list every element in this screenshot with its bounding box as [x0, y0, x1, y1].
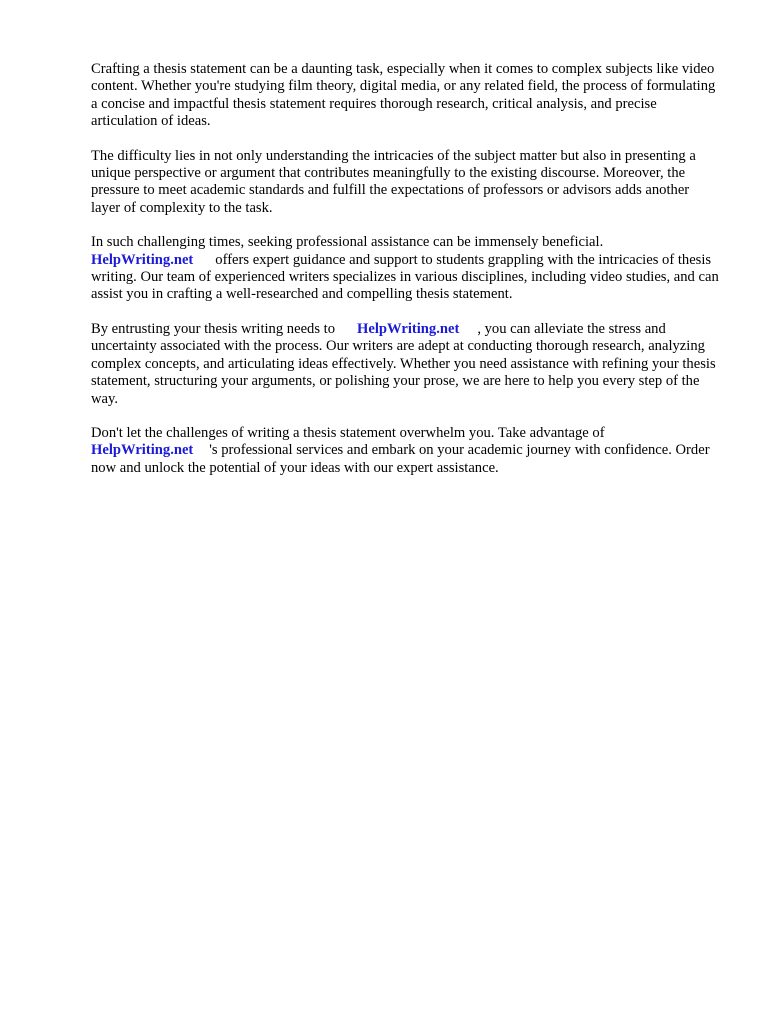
paragraph-assistance: [91, 234, 721, 304]
paragraph-entrusting-rest: , you can alleviate the stress and uncertainty associated with the process. Our writers are adept at conducting thorough research, analyzing complex concepts, and articulating ideas effectively. Whether you need assistance with refining your thesis statement, structuring your arguments, or polishing your prose, we are here to help you every step of the way.: [91, 320, 716, 407]
paragraph-difficulty: The difficulty lies in not only understanding the intricacies of the subject matter but also in presenting a unique perspective or argument that contributes meaningfully to the existing discourse. Moreover, the pressure to meet academic standards and fulfill the expectations of professors or advisors adds another layer of complexity to the task.: [91, 147, 696, 216]
paragraph-closing-rest: 's professional services and embark on your academic journey with confidence. Order now and unlock the potential of your ideas with our expert assistance.: [91, 442, 710, 476]
helpwriting-link[interactable]: HelpWriting.net: [91, 442, 194, 459]
paragraph-entrusting-lead: By entrusting your thesis writing needs to: [91, 320, 336, 337]
paragraph-assistance-lead: In such challenging times, seeking professional assistance can be immensely beneficial.: [91, 234, 604, 251]
paragraph-closing: [91, 425, 721, 477]
paragraph-closing-lead: Don't let the challenges of writing a thesis statement overwhelm you. Take advantage of: [91, 424, 605, 441]
paragraph-intro: Crafting a thesis statement can be a daunting task, especially when it comes to complex subjects like video content. Whether you're studying film theory, digital media, or any related field, the process of formulating a concise and impactful thesis statement requires thorough research, critical analysis, and precise articulation of ideas.: [91, 61, 716, 130]
helpwriting-link[interactable]: HelpWriting.net: [91, 251, 194, 268]
paragraph-assistance-rest: offers expert guidance and support to students grappling with the intricacies of thesis writing. Our team of experienced writers specializes in various disciplines, including video studies, and can assist you in crafting a well-researched and compelling thesis statement.: [91, 251, 719, 303]
document-body: [91, 61, 721, 494]
paragraph-entrusting: [91, 321, 721, 408]
helpwriting-link[interactable]: HelpWriting.net: [357, 320, 460, 337]
